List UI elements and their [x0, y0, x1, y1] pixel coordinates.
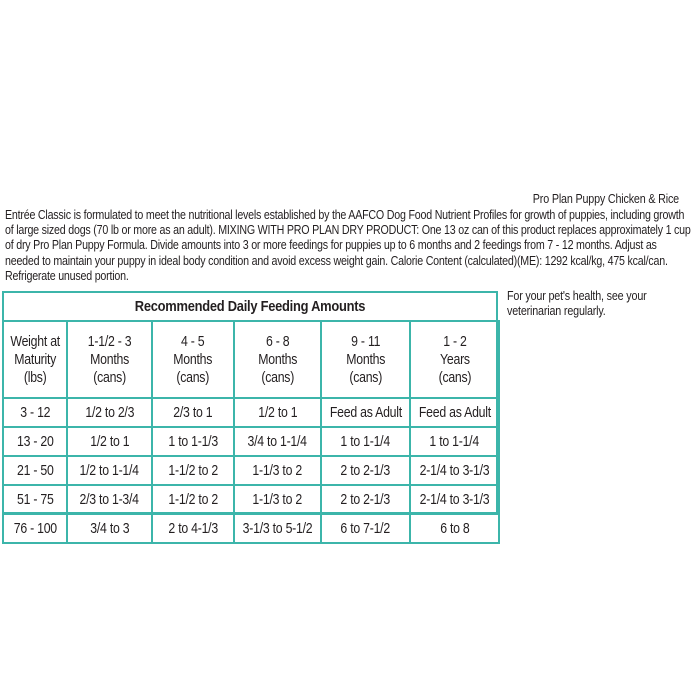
header-row — [3, 321, 499, 398]
header-line: Years — [439, 350, 470, 368]
table-row — [3, 456, 499, 485]
amount-cell: 2/3 to 1-3/4 — [67, 485, 152, 514]
header-line: 1-1/2 - 3 — [87, 332, 132, 350]
header-line: Maturity — [14, 350, 56, 368]
header-line: (cans) — [261, 368, 294, 386]
amount-cell: 3-1/3 to 5-1/2 — [234, 514, 321, 543]
table-row — [3, 514, 499, 543]
header-cell — [152, 321, 234, 398]
amount-cell: 1 to 1-1/4 — [410, 427, 499, 456]
header-line: Months — [173, 350, 213, 368]
header-line: 1 - 2 — [442, 332, 467, 350]
amount-cell: 2 to 2-1/3 — [321, 456, 410, 485]
amount-cell: 3/4 to 1-1/4 — [234, 427, 321, 456]
table-title: Recommended Daily Feeding Amounts — [134, 298, 366, 315]
table-row — [3, 485, 499, 514]
amount-cell: 2 to 4-1/3 — [152, 514, 234, 543]
header-cell — [410, 321, 499, 398]
amount-cell: 1/2 to 1 — [67, 427, 152, 456]
header-line: Months — [346, 350, 385, 368]
amount-cell: 2-1/4 to 3-1/3 — [410, 456, 499, 485]
amount-cell: 6 to 8 — [410, 514, 499, 543]
nutritional-statement: Entrée Classic is formulated to meet the nutritional levels established by the AAFCO Dog Food Nutrient Profiles for growth of puppies, including growth of large sized dogs (70 lb or more as an adult). MIXING WITH PRO PLAN DRY PRODUCT: One 13 oz can of this product replaces approximately 1 cup of dry Pro Plan Puppy Formula. Divide amounts into 3 or more feedings for puppies up to 6 months and 2 feedings from 7 - 12 months. Adjust as needed to maintain your puppy in ideal body condition and avoid excess weight gain. Calorie Content (calculated)(ME): 1292 kcal/kg, 475 kcal/can. Refrigerate unused portion. — [5, 208, 691, 283]
weight-cell: 21 - 50 — [3, 456, 67, 485]
amount-cell: 3/4 to 3 — [67, 514, 152, 543]
header-line: Weight at — [10, 332, 60, 350]
vet-note: For your pet's health, see your veterinarian regularly. — [507, 289, 647, 318]
table-row — [3, 427, 499, 456]
amount-cell: 1-1/2 to 2 — [152, 485, 234, 514]
header-cell — [234, 321, 321, 398]
amount-cell: 1 to 1-1/4 — [321, 427, 410, 456]
amount-cell: Feed as Adult — [410, 398, 499, 427]
amount-cell: 1/2 to 2/3 — [67, 398, 152, 427]
amount-cell: 1/2 to 1 — [234, 398, 321, 427]
amount-cell: 2 to 2-1/3 — [321, 485, 410, 514]
amount-cell: 1-1/3 to 2 — [234, 456, 321, 485]
product-name: Pro Plan Puppy Chicken & Rice — [532, 192, 679, 206]
amount-cell: 2/3 to 1 — [152, 398, 234, 427]
amount-cell: 1-1/2 to 2 — [152, 456, 234, 485]
header-line: (cans) — [438, 368, 471, 386]
amount-cell: 2-1/4 to 3-1/3 — [410, 485, 499, 514]
header-line: Months — [258, 350, 297, 368]
header-line: (cans) — [93, 368, 126, 386]
weight-cell: 3 - 12 — [3, 398, 67, 427]
header-line: 6 - 8 — [265, 332, 290, 350]
header-cell — [3, 321, 67, 398]
weight-cell: 76 - 100 — [3, 514, 67, 543]
table-row — [3, 398, 499, 427]
header-cell — [321, 321, 410, 398]
header-line: (lbs) — [23, 368, 47, 386]
amount-cell: 1 to 1-1/3 — [152, 427, 234, 456]
amount-cell: Feed as Adult — [321, 398, 410, 427]
header-line: Months — [90, 350, 129, 368]
feeding-grid — [2, 320, 500, 544]
header-line: 9 - 11 — [350, 332, 381, 350]
header-line: 4 - 5 — [181, 332, 205, 350]
weight-cell: 13 - 20 — [3, 427, 67, 456]
weight-cell: 51 - 75 — [3, 485, 67, 514]
feeding-table — [2, 291, 498, 537]
amount-cell: 1-1/3 to 2 — [234, 485, 321, 514]
header-line: (cans) — [176, 368, 210, 386]
header-line: (cans) — [349, 368, 382, 386]
amount-cell: 1/2 to 1-1/4 — [67, 456, 152, 485]
header-cell — [67, 321, 152, 398]
amount-cell: 6 to 7-1/2 — [321, 514, 410, 543]
